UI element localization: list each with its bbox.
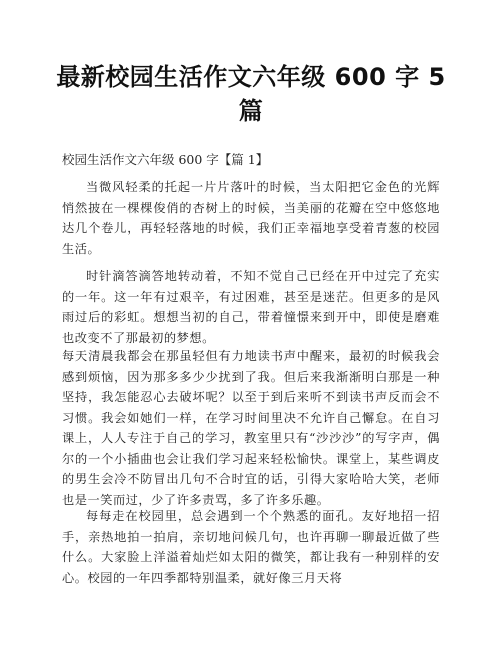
paragraph-3: 每天清晨我都会在那虽轻但有力地读书声中醒来，最初的时候我会感到烦恼，因为那多多少少扰到了我。但后来我渐渐明白那是一种坚持，我怎能忍心去破坏呢？以至于到后来听不到读书声反而会不习惯。我会如她们一样，在学习时间里决不允许自己懈怠。在自习课上，人人专注于自己的学习，教室里只有“沙沙沙”的写字声，偶尔的一个小插曲也会让我们学习起来轻松愉快。课堂上，某些调皮的男生会冷不防冒出几句不合时宜的话，引得大家哈哈大笑，老师也是一笑而过，少了许多责骂，多了许多乐趣。 bbox=[62, 349, 440, 507]
paragraph-2: 时针滴答滴答地转动着，不知不觉自己已经在开中过完了充实的一年。这一年有过艰辛，有过困难，甚至是迷茫。但更多的是风雨过后的彩虹。想想当初的自己，带着憧憬来到开中，即使是磨难也改变不了那最初的梦想。 bbox=[62, 269, 440, 345]
paragraph-4: 每每走在校园里，总会遇到一个个熟悉的面孔。友好地招一招手，亲热地拍一拍肩，亲切地问候几句，也许再聊一聊最近做了些什么。大家脸上洋溢着灿烂如太阳的微笑，都让我有一种别样的安心。校园的一年四季都特别温柔，就好像三月天将 bbox=[62, 509, 440, 585]
paragraph-1: 当微风轻柔的托起一片片落叶的时候，当太阳把它金色的光辉悄然披在一棵棵俊俏的杏树上的时候，当美丽的花瓣在空中悠悠地达几个卷儿，再轻轻落地的时候，我们正幸福地享受着青葱的校园生活。 bbox=[62, 180, 440, 256]
section-heading: 校园生活作文六年级 600 字【篇 1】 bbox=[62, 152, 269, 167]
document-title: 最新校园生活作文六年级 600 字 5 篇 bbox=[56, 63, 446, 125]
